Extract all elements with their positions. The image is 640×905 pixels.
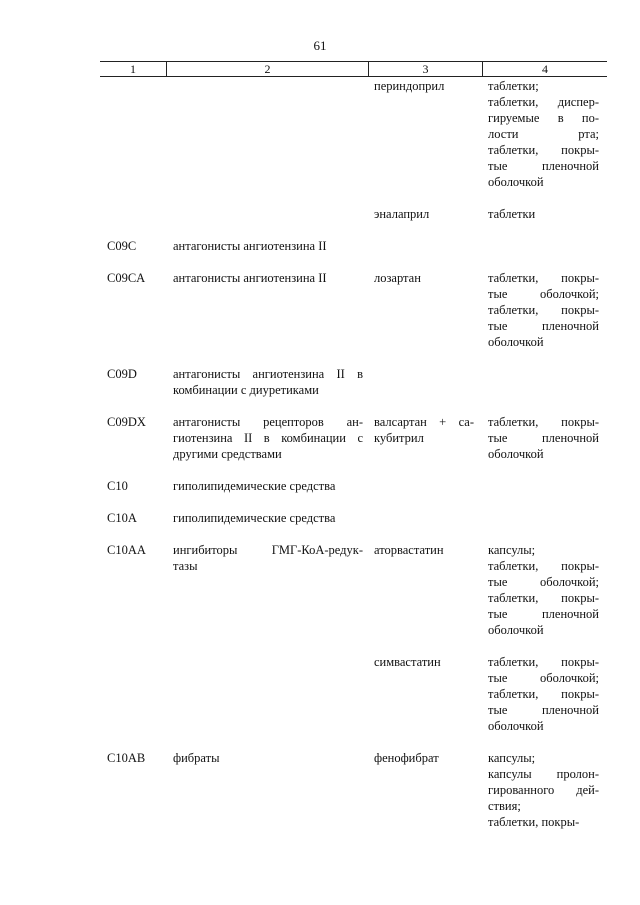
name-line: антагонисты рецепторов ан-: [173, 415, 363, 429]
cell-drug: [374, 78, 474, 94]
cell-code: [107, 414, 169, 430]
atc-code: C10AB: [107, 751, 146, 765]
cell-form: [488, 654, 599, 734]
form-line: таблетки, покры-: [488, 143, 599, 157]
form-line: тые пленочной: [488, 159, 599, 173]
name-line: антагонисты ангиотензина II: [173, 271, 327, 285]
cell-drug: [374, 542, 474, 558]
form-line: таблетки: [488, 207, 536, 221]
drug-line: фенофибрат: [374, 751, 439, 765]
form-line: тые пленочной: [488, 703, 599, 717]
form-line: тые оболочкой;: [488, 287, 599, 301]
name-line: антагонисты ангиотензина II: [173, 239, 327, 253]
atc-code: C09CA: [107, 271, 146, 285]
form-line: тые пленочной: [488, 607, 599, 621]
form-line: оболочкой: [488, 335, 544, 349]
cell-code: [107, 750, 169, 766]
atc-code: C10AA: [107, 543, 146, 557]
form-line: оболочкой: [488, 175, 544, 189]
cell-code: [107, 478, 169, 494]
cell-name: [173, 750, 363, 766]
page-number: 61: [313, 38, 327, 53]
cell-code: [107, 510, 169, 526]
cell-name: [173, 414, 363, 462]
form-line: гируемые в по-: [488, 111, 599, 125]
cell-form: [488, 542, 599, 638]
cell-drug: [374, 206, 474, 222]
cell-name: [173, 238, 363, 254]
form-line: таблетки, покры-: [488, 591, 599, 605]
name-line: другими средствами: [173, 447, 282, 461]
form-line: капсулы пролон-: [488, 767, 599, 781]
form-line: таблетки, покры-: [488, 559, 599, 573]
atc-code: C09DX: [107, 415, 146, 429]
form-line: ствия;: [488, 799, 521, 813]
cell-form: [488, 750, 599, 830]
name-line: тазы: [173, 559, 198, 573]
form-line: оболочкой: [488, 447, 544, 461]
cell-code: [107, 238, 169, 254]
cell-name: [173, 542, 363, 574]
form-line: таблетки, покры-: [488, 415, 599, 429]
form-line: тые оболочкой;: [488, 671, 599, 685]
name-line: антагонисты ангиотензина II в: [173, 367, 363, 381]
cell-name: [173, 478, 363, 494]
header-col-1: 1: [130, 62, 136, 76]
cell-code: [107, 366, 169, 382]
form-line: тые пленочной: [488, 319, 599, 333]
form-line: лости рта;: [488, 127, 599, 141]
form-line: таблетки;: [488, 79, 539, 93]
drug-line: эналаприл: [374, 207, 430, 221]
name-line: гиполипидемические средства: [173, 479, 336, 493]
cell-code: [107, 270, 169, 286]
drug-line: периндоприл: [374, 79, 445, 93]
atc-code: C10A: [107, 511, 137, 525]
name-line: ингибиторы ГМГ-КоА-редук-: [173, 543, 363, 557]
atc-code: C09C: [107, 239, 137, 253]
cell-form: [488, 270, 599, 350]
cell-drug: [374, 654, 474, 670]
table-header: [100, 61, 607, 77]
drug-line: симвастатин: [374, 655, 441, 669]
form-line: таблетки, покры-: [488, 271, 599, 285]
header-col-3: 3: [422, 62, 429, 76]
form-line: тые оболочкой;: [488, 575, 599, 589]
form-line: таблетки, покры-: [488, 303, 599, 317]
name-line: гиполипидемические средства: [173, 511, 336, 525]
cell-drug: [374, 750, 474, 766]
name-line: гиотензина II в комбинации с: [173, 431, 363, 445]
drug-line: валсартан + са-: [374, 415, 474, 429]
cell-code: [107, 542, 169, 558]
drug-line: аторвастатин: [374, 543, 444, 557]
drug-line: кубитрил: [374, 431, 424, 445]
cell-name: [173, 510, 363, 526]
form-line: капсулы;: [488, 751, 536, 765]
form-line: таблетки, покры-: [488, 655, 599, 669]
header-col-2: 2: [264, 62, 271, 76]
cell-name: [173, 366, 363, 398]
header-col-4: 4: [542, 62, 548, 76]
form-line: оболочкой: [488, 719, 544, 733]
cell-drug: [374, 414, 474, 446]
form-line: оболочкой: [488, 623, 544, 637]
form-line: тые пленочной: [488, 431, 599, 445]
atc-code: C09D: [107, 367, 137, 381]
cell-drug: [374, 270, 474, 286]
cell-form: [488, 414, 599, 462]
cell-form: [488, 78, 599, 190]
atc-code: C10: [107, 479, 128, 493]
name-line: фибраты: [173, 751, 220, 765]
form-line: таблетки, покры-: [488, 687, 599, 701]
form-line: таблетки, диспер-: [488, 95, 599, 109]
name-line: комбинации с диуретиками: [173, 383, 319, 397]
form-line: гированного дей-: [488, 783, 599, 797]
cell-form: [488, 206, 599, 222]
cell-name: [173, 270, 363, 286]
form-line: таблетки, покры-: [488, 815, 580, 829]
form-line: капсулы;: [488, 543, 536, 557]
drug-line: лозартан: [374, 271, 421, 285]
